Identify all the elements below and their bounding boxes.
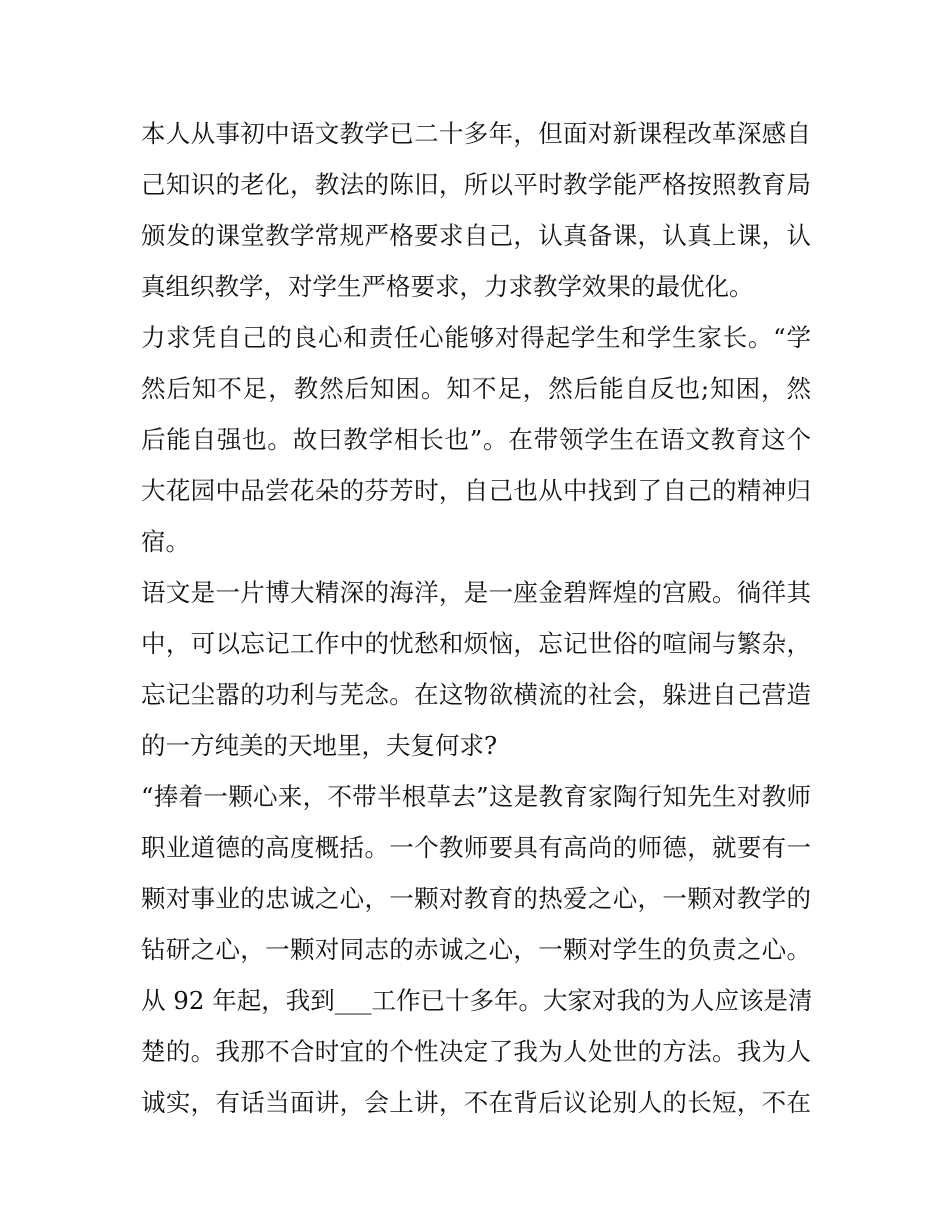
text-line-5: 力求凭自己的良心和责任心能够对得起学生和学生家长。“学 <box>141 323 811 352</box>
text-line-19: 楚的。我那不合时宜的个性决定了我为人处世的方法。我为人 <box>141 1037 811 1066</box>
text-line-11: 中，可以忘记工作中的忧愁和烦恼，忘记世俗的喧闹与繁杂， <box>141 629 811 658</box>
text-line-20: 诚实，有话当面讲，会上讲，不在背后议论别人的长短，不在 <box>141 1088 811 1117</box>
text-line-12: 忘记尘嚣的功利与芜念。在这物欲横流的社会，躲进自己营造 <box>141 680 811 709</box>
text-line-14: “捧着一颗心来，不带半根草去”这是教育家陶行知先生对教师 <box>141 782 811 811</box>
text-line-6: 然后知不足，教然后知困。知不足，然后能自反也;知困，然 <box>141 374 811 403</box>
text-line-16: 颗对事业的忠诚之心，一颗对教育的热爱之心，一颗对教学的 <box>141 884 811 913</box>
text-line-3: 颁发的课堂教学常规严格要求自己，认真备课，认真上课，认 <box>141 221 811 250</box>
text-line-13: 的一方纯美的天地里，夫复何求? <box>141 731 498 760</box>
text-line-4: 真组织教学，对学生严格要求，力求教学效果的最优化。 <box>141 272 754 301</box>
text-line-18: 从 92 年起，我到___工作已十多年。大家对我的为人应该是清 <box>141 986 813 1015</box>
text-line-9: 宿。 <box>141 527 190 556</box>
text-line-7: 后能自强也。故曰教学相长也”。在带领学生在语文教育这个 <box>141 425 811 454</box>
text-line-15: 职业道德的高度概括。一个教师要具有高尚的师德，就要有一 <box>141 833 811 862</box>
text-line-1: 本人从事初中语文教学已二十多年，但面对新课程改革深感自 <box>141 119 811 148</box>
document-body <box>141 108 811 1128</box>
text-line-10: 语文是一片博大精深的海洋，是一座金碧辉煌的宫殿。徜徉其 <box>141 578 811 607</box>
text-line-8: 大花园中品尝花朵的芬芳时，自己也从中找到了自己的精神归 <box>141 476 811 505</box>
text-line-2: 己知识的老化，教法的陈旧，所以平时教学能严格按照教育局 <box>141 170 811 199</box>
text-line-17: 钻研之心，一颗对同志的赤诚之心，一颗对学生的负责之心。 <box>141 935 811 964</box>
